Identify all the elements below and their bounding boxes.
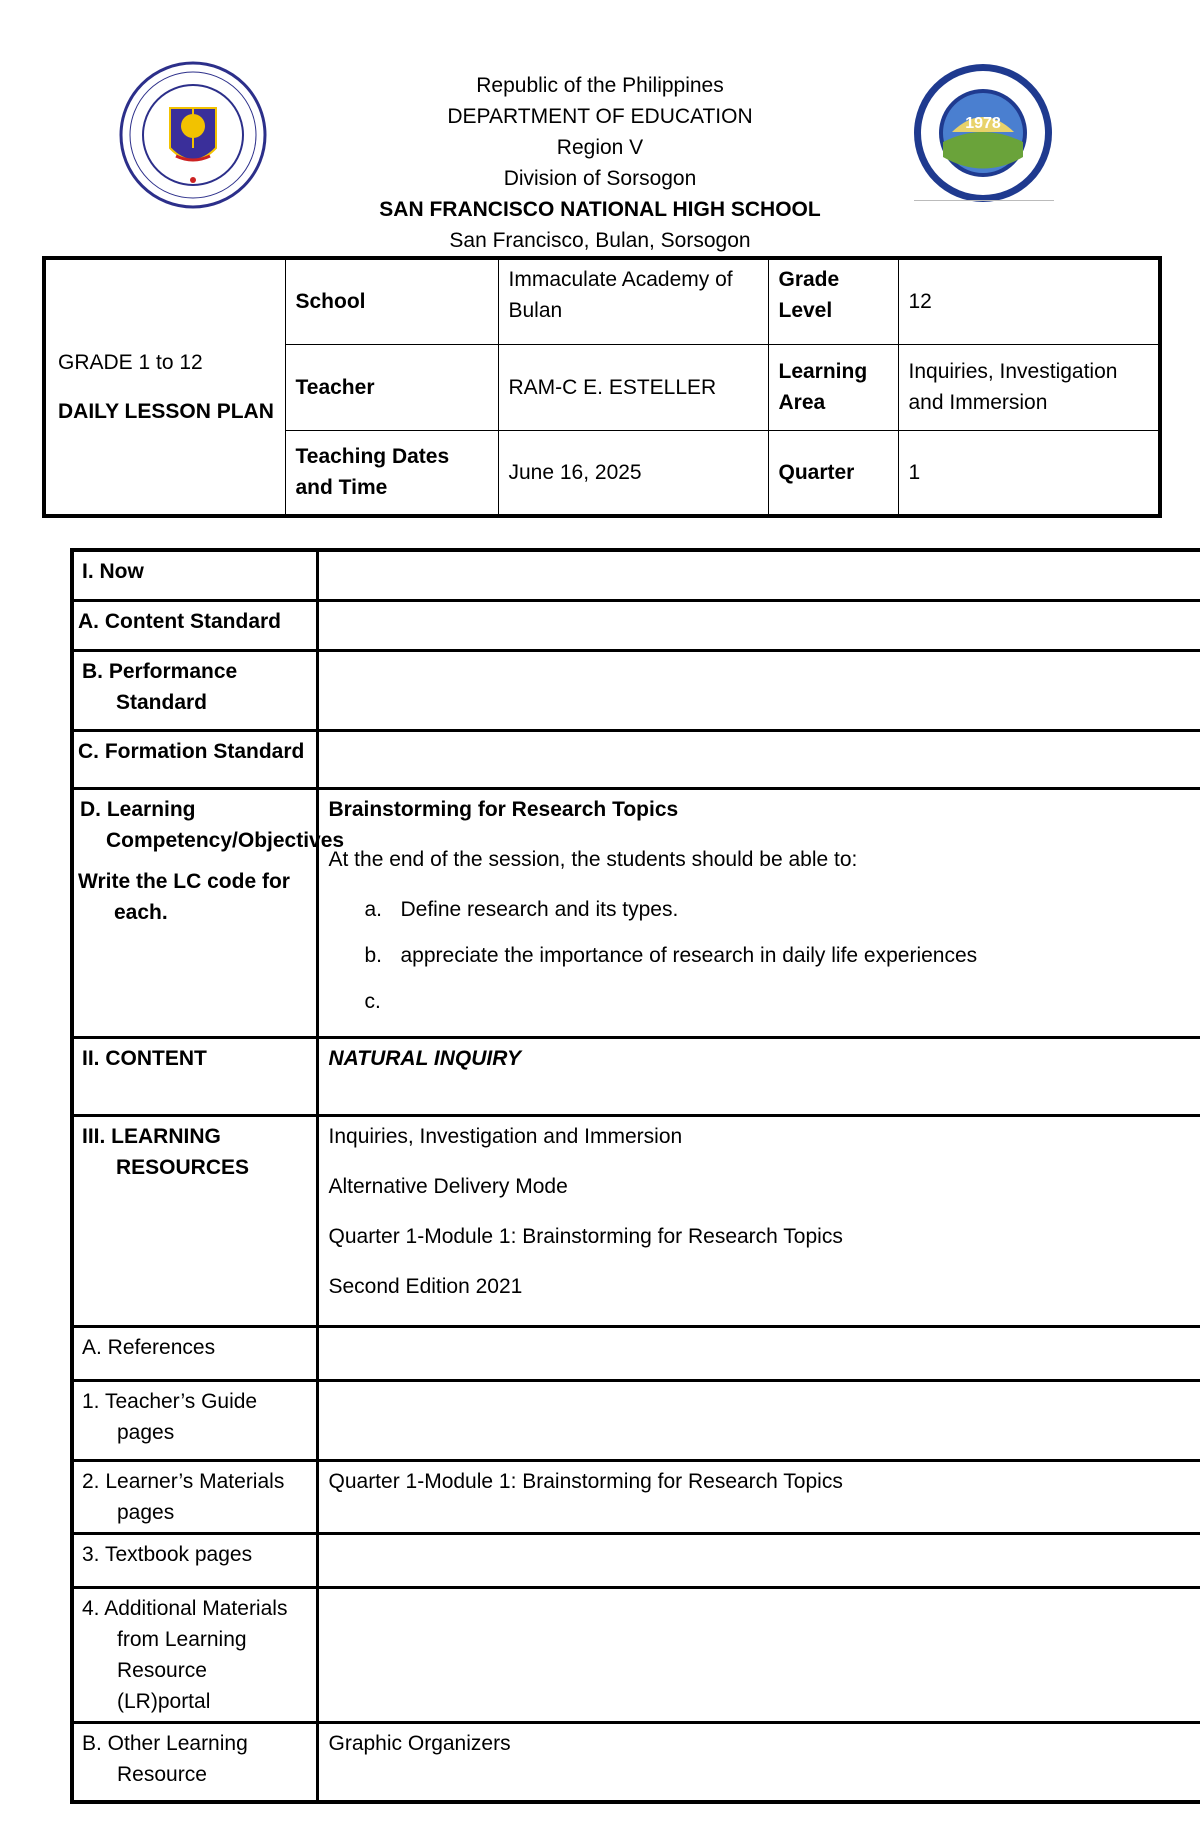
lesson-info-table: [42, 256, 1162, 518]
teacher-label: Teacher: [285, 344, 498, 430]
grade-level-value: 12: [898, 258, 1160, 344]
resources-line: Inquiries, Investigation and Immersion: [328, 1124, 683, 1148]
objectives-list: [329, 894, 1191, 1017]
grade-range: GRADE 1 to 12: [58, 351, 203, 374]
teachers-guide-value: [317, 1380, 1200, 1460]
header-region: Region V: [556, 136, 644, 159]
objective-item: a. Define research and its types.: [364, 897, 679, 921]
content-value: NATURAL INQUIRY: [317, 1037, 1200, 1115]
learning-area-label: Learning Area: [768, 344, 898, 430]
school-seal-year: 1978: [965, 115, 1001, 132]
textbook-value: [317, 1533, 1200, 1587]
learners-materials-value: Quarter 1-Module 1: Brainstorming for Research Topics: [317, 1460, 1200, 1533]
teachers-guide-label: 1. Teacher’s Guide pages: [82, 1389, 258, 1444]
additional-materials-value: [317, 1587, 1200, 1722]
learning-area-value: Inquiries, Investigation and Immersion: [898, 344, 1160, 430]
header-school-name: SAN FRANCISCO NATIONAL HIGH SCHOOL: [379, 198, 821, 221]
competency-label: D. Learning Competency/Objectives: [80, 797, 345, 852]
school-value: Immaculate Academy of Bulan: [498, 258, 768, 344]
objective-item: b. appreciate the importance of research in daily life experiences: [364, 943, 978, 967]
performance-standard-label: B. Performance Standard: [72, 650, 317, 730]
other-resource-value: Graphic Organizers: [317, 1722, 1200, 1802]
school-label: School: [285, 258, 498, 344]
objective-item: c.: [364, 989, 381, 1013]
lc-code-label: Write the LC code for each.: [78, 869, 290, 924]
formation-standard-value: [317, 730, 1200, 788]
header-division: Division of Sorsogon: [503, 167, 697, 190]
references-value: [317, 1326, 1200, 1380]
competency-intro: At the end of the session, the students should be able to:: [328, 847, 858, 871]
header-republic: Republic of the Philippines: [476, 74, 724, 97]
competency-title: Brainstorming for Research Topics: [328, 797, 679, 821]
learners-materials-label: 2. Learner’s Materials pages: [82, 1469, 285, 1524]
quarter-value: 1: [898, 430, 1160, 516]
performance-standard-value: [317, 650, 1200, 730]
textbook-label: 3. Textbook pages: [72, 1533, 317, 1587]
letterhead: [300, 70, 900, 256]
teachers-guide-label-cell: [72, 1380, 317, 1460]
resources-label: III. LEARNING RESOURCES: [82, 1124, 250, 1179]
content-standard-label: A. Content Standard: [72, 600, 317, 650]
plan-title: DAILY LESSON PLAN: [58, 400, 274, 423]
dates-value: June 16, 2025: [498, 430, 768, 516]
other-resource-label: B. Other Learning Resource: [82, 1731, 248, 1786]
quarter-label: Quarter: [768, 430, 898, 516]
plan-title-cell: [44, 258, 285, 516]
content-label: II. CONTENT: [72, 1037, 317, 1115]
other-resource-label-cell: [72, 1722, 317, 1802]
additional-materials-label: 4. Additional Materials from Learning Resource (LR)portal: [82, 1596, 288, 1713]
additional-materials-label-cell: [72, 1587, 317, 1722]
now-label: I. Now: [72, 550, 317, 600]
teacher-value: RAM-C E. ESTELLER: [498, 344, 768, 430]
references-label: A. References: [72, 1326, 317, 1380]
school-seal-logo: [912, 62, 1054, 204]
resources-line: Quarter 1-Module 1: Brainstorming for Research Topics: [328, 1224, 843, 1248]
resources-value: [317, 1115, 1200, 1326]
resources-line: Alternative Delivery Mode: [328, 1174, 568, 1198]
header-address: San Francisco, Bulan, Sorsogon: [449, 229, 751, 252]
grade-level-label: Grade Level: [768, 258, 898, 344]
header-department: DEPARTMENT OF EDUCATION: [447, 105, 753, 128]
competency-value: [317, 788, 1200, 1037]
formation-standard-label: C. Formation Standard: [72, 730, 317, 788]
logo-underline: [914, 200, 1054, 201]
resources-line: Second Edition 2021: [328, 1274, 523, 1298]
resources-label-cell: [72, 1115, 317, 1326]
learners-materials-label-cell: [72, 1460, 317, 1533]
now-value: [317, 550, 1200, 600]
lesson-plan-table: [70, 548, 1200, 1804]
competency-label-cell: [72, 788, 345, 1037]
content-standard-value: [317, 600, 1200, 650]
deped-seal-logo: [118, 60, 268, 210]
dates-label: Teaching Dates and Time: [285, 430, 498, 516]
